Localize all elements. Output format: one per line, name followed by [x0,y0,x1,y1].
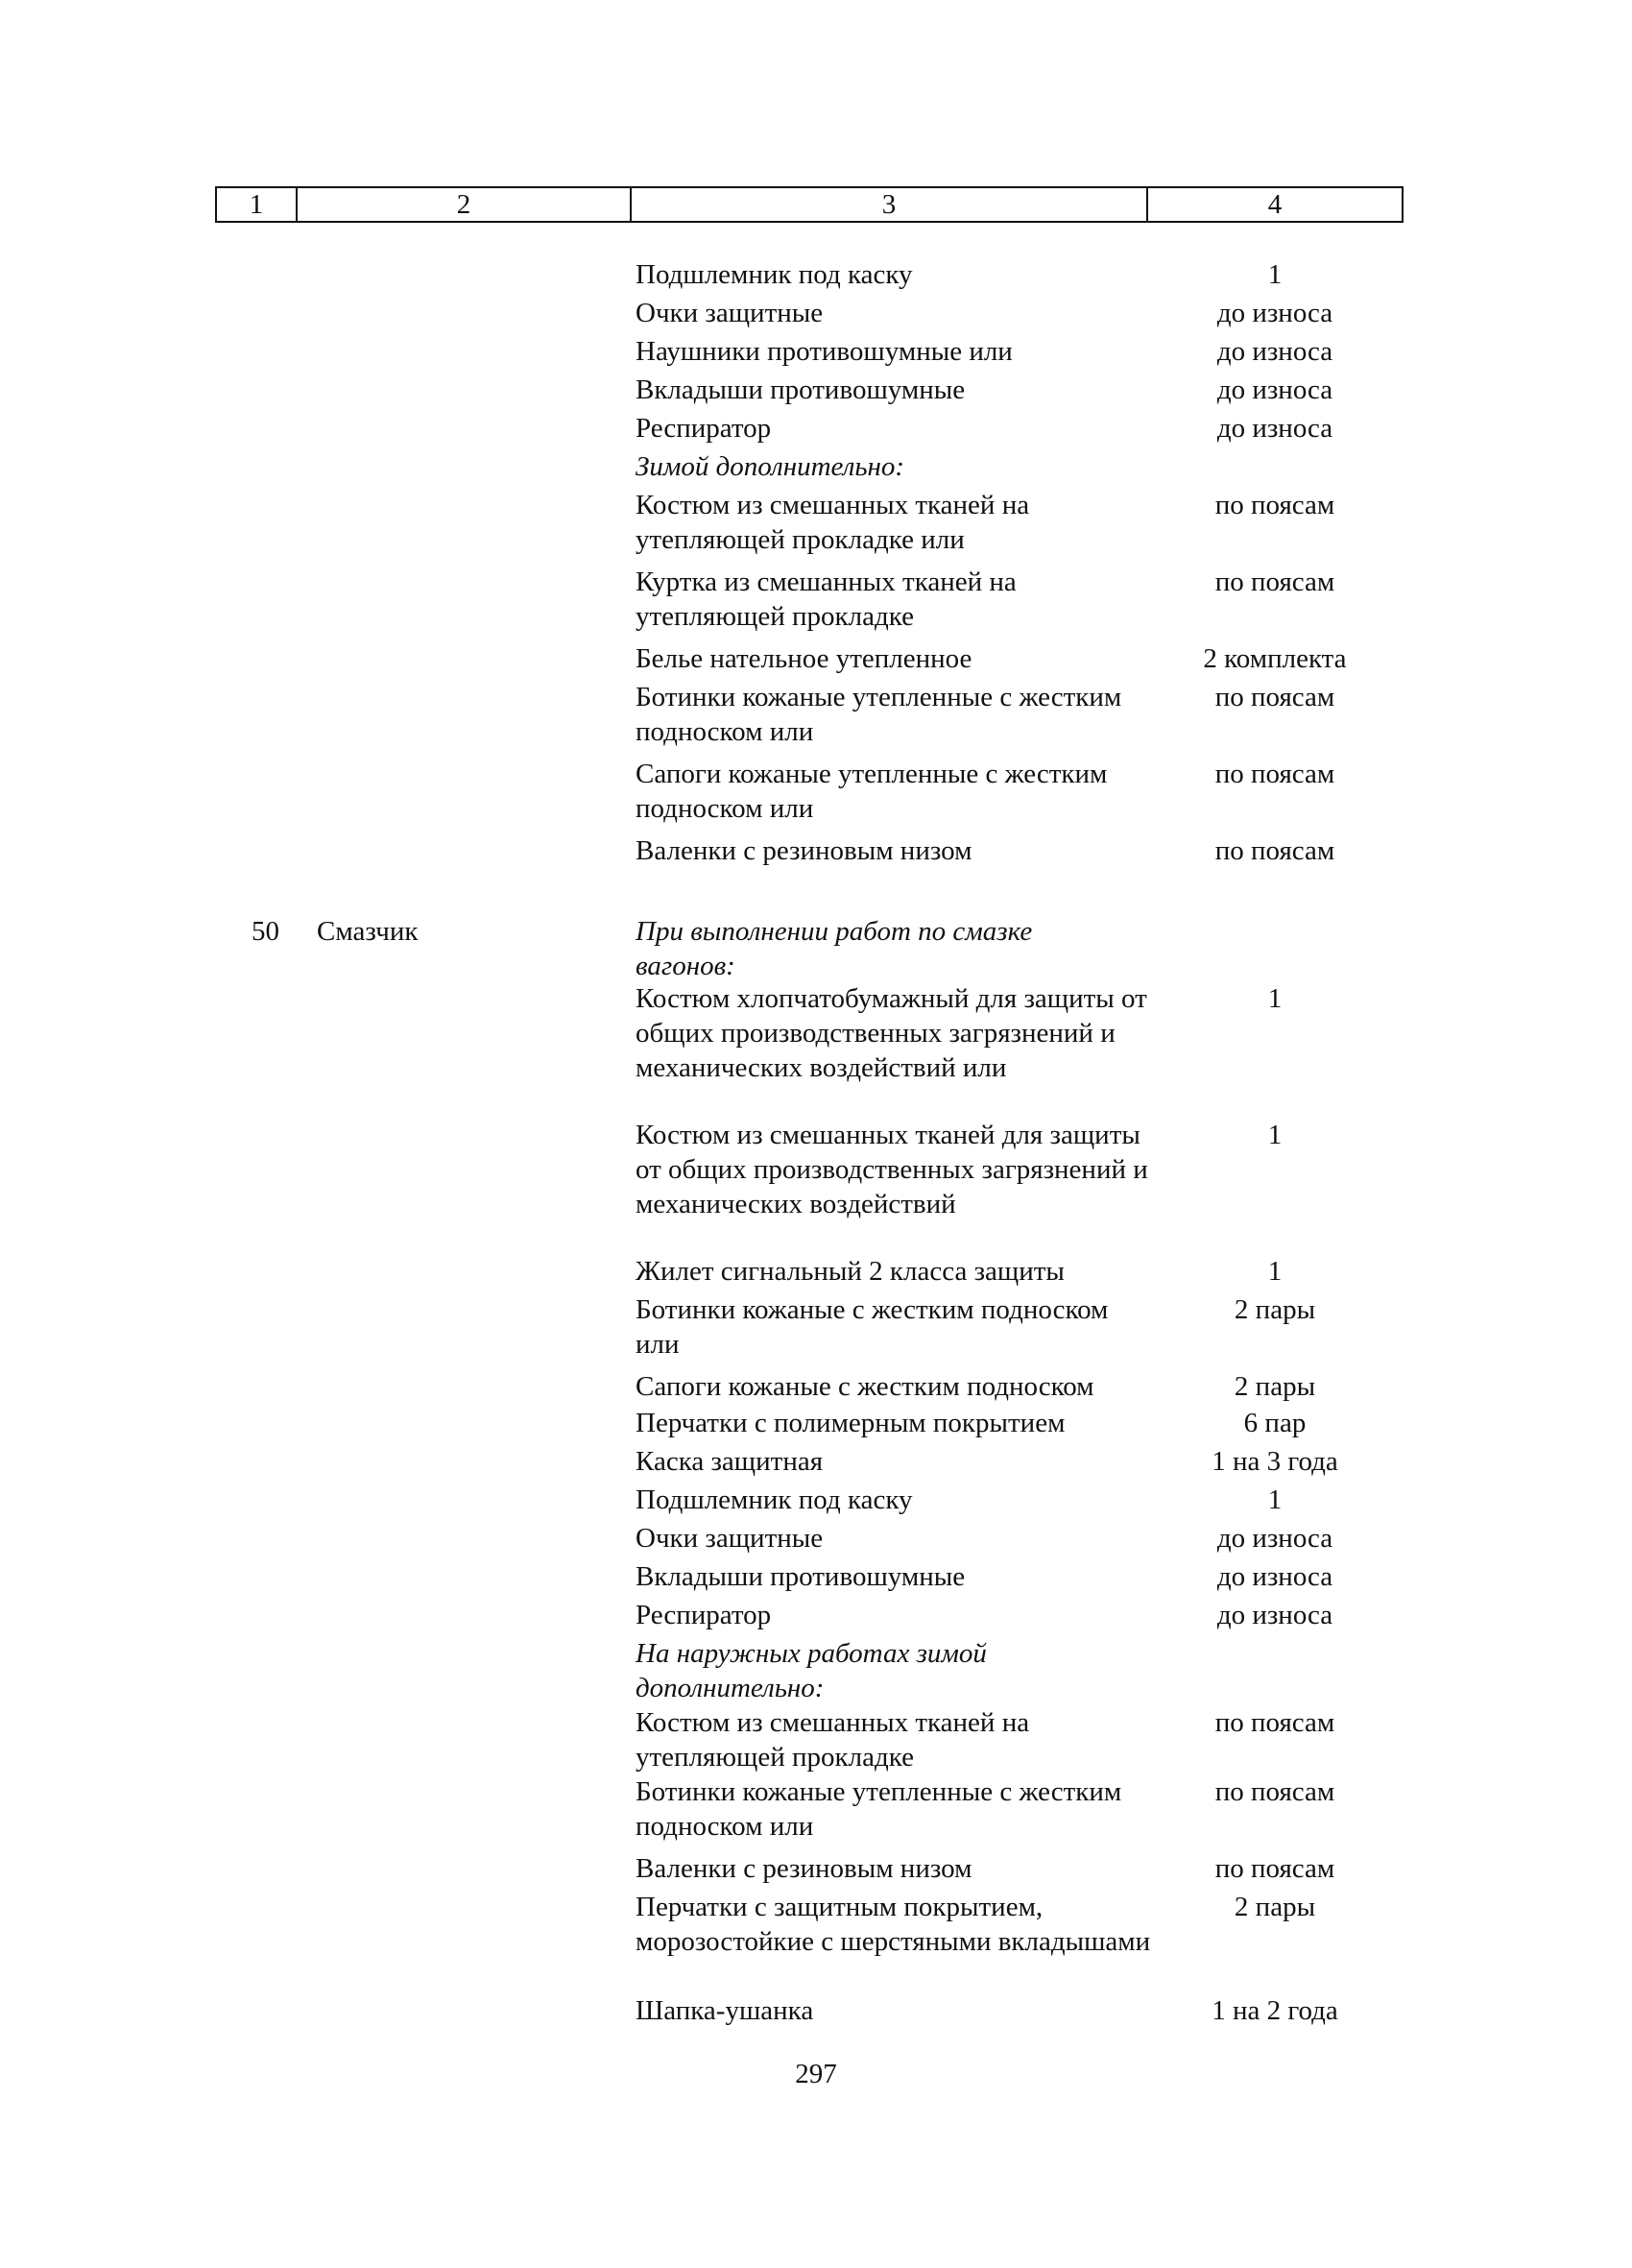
item-quantity: по поясам [1214,835,1335,866]
item-quantity: 1 [1267,983,1283,1014]
item-quantity: до износа [1216,1561,1333,1592]
item-quantity: по поясам [1214,1707,1335,1738]
item-quantity: по поясам [1214,682,1335,712]
item-name: Наушники противошумные или [636,336,1013,367]
item-name: Белье нательное утепленное [636,643,972,674]
column-header-3: 3 [632,188,1148,221]
page-number: 297 [795,2059,837,2089]
item-quantity: 2 пары [1234,1371,1316,1402]
profession-name: Смазчик [317,916,419,947]
item-quantity: 2 пары [1234,1294,1316,1325]
item-quantity: 2 пары [1234,1892,1316,1922]
item-quantity: по поясам [1214,1776,1335,1807]
item-quantity: 1 [1267,259,1283,290]
item-quantity: 1 [1267,1256,1283,1287]
item-quantity: по поясам [1214,1853,1335,1884]
item-name: Респиратор [636,1600,772,1630]
item-quantity: 1 на 3 года [1212,1446,1338,1477]
section-heading-text: На наружных работах зимой дополнительно: [636,1638,987,1703]
item-name: Костюм хлопчатобумажный для защиты от общих производственных загрязнений и механических воздействий или [636,983,1147,1083]
section-heading-text: Зимой дополнительно: [636,451,905,482]
item-name: Перчатки с защитным покрытием, морозостойкие с шерстяными вкладышами [636,1892,1151,1957]
item-name: Респиратор [636,413,772,444]
item-name: Костюм из смешанных тканей на утепляющей прокладке или [636,490,1030,555]
item-quantity: 1 [1267,1484,1283,1515]
item-name: Валенки с резиновым низом [636,835,972,866]
item-name: Ботинки кожаные утепленные с жестким подноском или [636,1776,1122,1842]
item-name: Шапка-ушанка [636,1995,814,2026]
item-name: Перчатки с полимерным покрытием [636,1408,1066,1438]
column-header-row [215,186,1404,223]
item-quantity: по поясам [1214,759,1335,789]
item-name: Вкладыши противошумные [636,1561,966,1592]
item-name: Ботинки кожаные утепленные с жестким подноском или [636,682,1122,747]
item-name: Сапоги кожаные с жестким подноском [636,1371,1094,1402]
item-name: Костюм из смешанных тканей на утепляющей прокладке [636,1707,1030,1773]
item-quantity: 1 на 2 года [1212,1995,1338,2026]
item-name: Подшлемник под каску [636,1484,913,1515]
row-number-50: 50 [252,916,279,947]
item-name: Валенки с резиновым низом [636,1853,972,1884]
item-quantity: 1 [1267,1120,1283,1150]
column-header-2: 2 [298,188,632,221]
section-heading-text: При выполнении работ по смазке вагонов: [636,916,1033,981]
item-quantity: до износа [1216,336,1333,367]
item-quantity: до износа [1216,413,1333,444]
column-header-1: 1 [217,188,298,221]
item-quantity: по поясам [1214,490,1335,520]
item-name: Жилет сигнальный 2 класса защиты [636,1256,1065,1287]
item-quantity: 6 пар [1243,1408,1307,1438]
item-name: Подшлемник под каску [636,259,913,290]
item-name: Куртка из смешанных тканей на утепляющей прокладке [636,567,1017,632]
item-quantity: до износа [1216,1523,1333,1554]
item-name: Ботинки кожаные с жестким подноском или [636,1294,1109,1360]
column-header-4: 4 [1267,189,1283,220]
item-quantity: до износа [1216,374,1333,405]
item-quantity: 2 комплекта [1203,643,1347,674]
item-name: Вкладыши противошумные [636,374,966,405]
item-name: Сапоги кожаные утепленные с жестким подноском или [636,759,1108,824]
item-name: Каска защитная [636,1446,824,1477]
item-name: Очки защитные [636,1523,824,1554]
item-name: Очки защитные [636,298,824,328]
item-quantity: до износа [1216,1600,1333,1630]
item-name: Костюм из смешанных тканей для защиты от общих производственных загрязнений и механических воздействий [636,1120,1148,1219]
item-quantity: до износа [1216,298,1333,328]
item-quantity: по поясам [1214,567,1335,597]
